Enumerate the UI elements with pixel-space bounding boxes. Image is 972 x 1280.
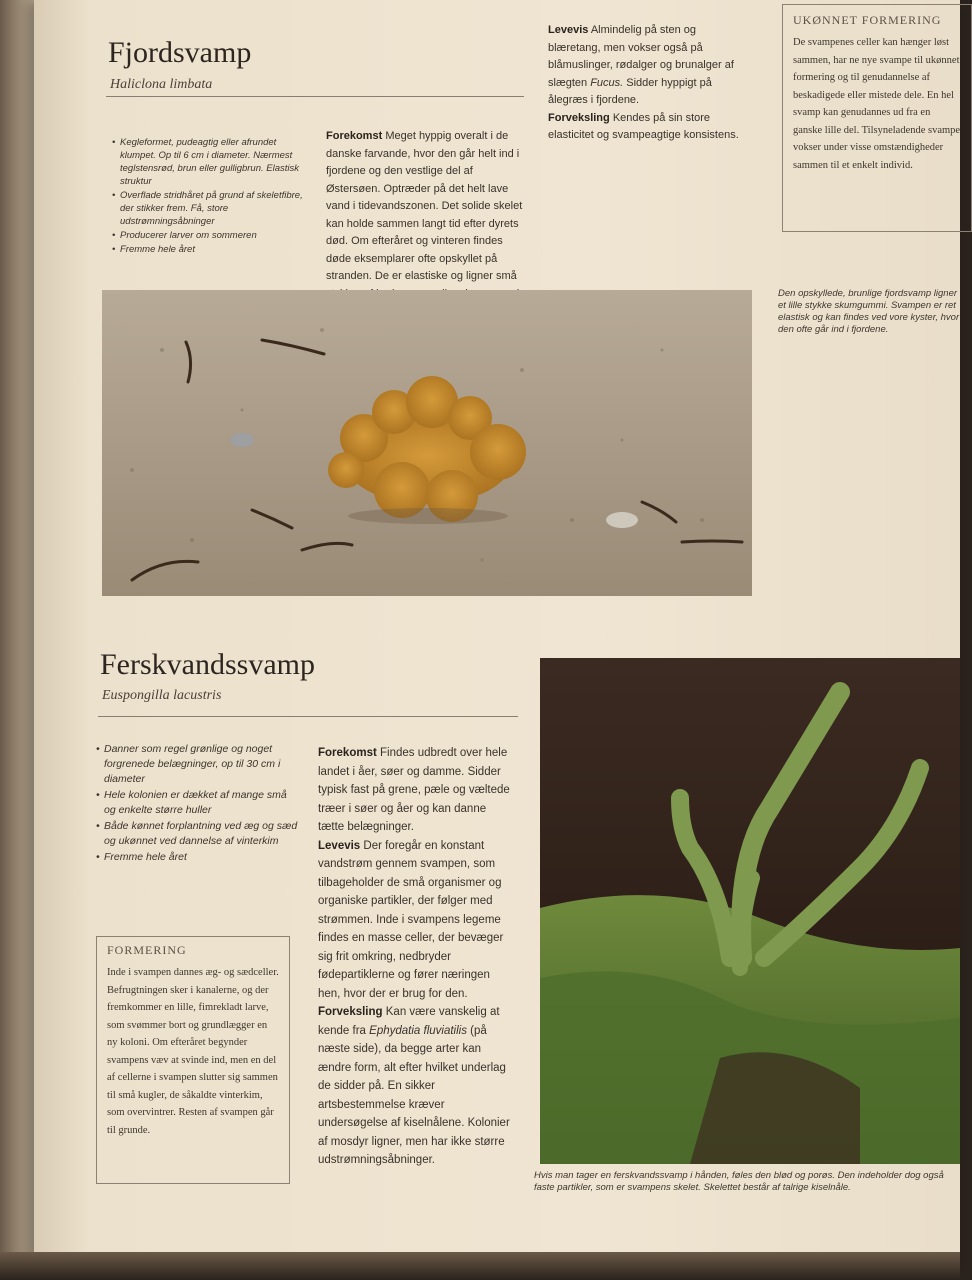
feature-item: • Overflade stridhåret på grund af skeletfibre, der stikker frem. Få, store udstrømningsåbninger: [112, 189, 308, 228]
levevis-text: Der foregår en konstant vandstrøm gennem svampen, som tilbageholder de små organismer og organiske partikler, der følger med strømmen. Inde i svampens legeme findes en masse celler, der bevæger sig frit omkring, nedbryder fødepartiklerne og fører næringen hen, hvor der er brug for den.: [318, 839, 504, 1000]
section-label: Forveksling: [318, 1006, 383, 1018]
section-label: Levevis: [318, 839, 361, 852]
feature-item: • Både kønnet forplantning ved æg og sæd og ukønnet ved dannelse af vinterkim: [96, 819, 300, 849]
info-box: [782, 4, 972, 232]
species-title: Fjordsvamp: [108, 36, 252, 69]
title-rule: [98, 716, 518, 717]
info-box-title: UKØNNET FORMERING: [793, 13, 942, 27]
feature-item: • Producerer larver om sommeren: [112, 229, 308, 242]
section-label: Forekomst: [326, 130, 383, 142]
book-spine-shadow: [0, 0, 34, 1280]
feature-item: • Kegleformet, pudeagtig eller afrundet klumpet. Op til 6 cm i diameter. Nærmest teglstensrød, brun eller gulligbrun. Elastisk struktur: [112, 136, 308, 188]
section-label: Forveksling: [548, 111, 610, 124]
description-column-1: [326, 128, 524, 282]
section-label: Forekomst: [318, 747, 377, 759]
sponge-on-sand-photo: [102, 290, 752, 596]
info-box-text: De svampenes celler kan hænger løst sammen, har ne nye svampe til ukønnet formering og til genudannelse af beskadigede eller mistede dele. En hel svamp kan genudannes ud fra en ganske lille del. Tilsyneladende svampe vokser under visse omstændigheder sammen til et enkelt individ.: [793, 37, 961, 171]
info-box-title: FORMERING: [107, 943, 187, 957]
feature-item: • Fremme hele året: [96, 850, 300, 865]
page-bottom-shadow: [0, 1252, 960, 1280]
feature-list: [96, 742, 300, 866]
description-column: [318, 744, 514, 1170]
info-box-text: Inde i svampen dannes æg- og sædceller. Befrugtningen sker i kanalerne, og der fremkommer en lille, fimrekladt larve, som svømmer bort og grundlægger en ny koloni. Om efteråret begynder svampens væv at svinde ind, men en del af cellerne i svampen slutter sig sammen til små kugler, de såkaldte vinterkim, som overvintrer. Resten af svampen går til grunde.: [107, 967, 279, 1136]
genus-name: Fucus.: [590, 76, 624, 89]
photo-caption: Hvis man tager en ferskvandssvamp i hånden, føles den blød og porøs. Den indeholder dog også faste partikler, som er svampens skelet. Skelettet består af talrige kiselnåle.: [534, 1170, 944, 1193]
levevis-text: Almindelig på sten og blæretang, men vokser også på blåmuslinger, rødalger og brunalger af slægten: [548, 24, 734, 89]
species-latin-name: Euspongilla lacustris: [102, 688, 222, 703]
forekomst-text: Meget hyppig overalt i de danske farvande, hvor den går helt ind i fjordene og den vestlige del af Østersøen. Optræder på det helt lave vand i tidevandszonen. Det solide skelet kan holde sammen langt tid efter dyrets død. Om efteråret og vinteren findes døde eksemplarer ofte opskyllet på stranden. De er elastiske og ligner små: [326, 130, 523, 282]
forveksling-text: Kan være vanskelig at kende fra: [318, 1006, 500, 1037]
photo-caption: Den opskyllede, brunlige fjordsvamp ligner et lille stykke skumgummi. Svampen er ret elastisk og kan findes ved vore kyster, hvor den ofte går ind i fjordene.: [778, 288, 960, 335]
book-page: [34, 0, 960, 1262]
forveksling-text-2: (på næste side), da begge arter kan ændre form, alt efter hvilket underlag de sidder på. En sikker artsbestemmelse kræver undersøgelse af kiselnålene. Kolonier af mosdyr ligner, men har ikke større udstrømningsåbninger.: [318, 1024, 510, 1166]
feature-item: • Hele kolonien er dækket af mange små og enkelte større huller: [96, 788, 300, 818]
description-column-2: [548, 22, 748, 145]
feature-item: • Fremme hele året: [112, 243, 308, 256]
species-name: Ephydatia fluviatilis: [369, 1024, 467, 1037]
levevis-text-2: Sidder hyppigt på ålegræs i fjordene.: [548, 76, 712, 106]
species-latin-name: Haliclona limbata: [110, 77, 213, 92]
feature-item: • Danner som regel grønlige og noget forgrenede belægninger, op til 30 cm i diameter: [96, 742, 300, 787]
info-box: [96, 936, 290, 1184]
freshwater-sponge-photo: [540, 658, 960, 1164]
feature-list: [112, 136, 308, 257]
section-label: Levevis: [548, 24, 589, 36]
forveksling-text: Kendes på sin store elasticitet og svampeagtige konsistens.: [548, 111, 739, 141]
forekomst-text: Findes udbredt over hele landet i åer, søer og damme. Sidder typisk fast på grene, pæle og væltede træer i søer og åer og kan danne tætte belægninger.: [318, 747, 510, 833]
species-title: Ferskvandssvamp: [100, 648, 315, 681]
title-rule: [106, 96, 524, 97]
